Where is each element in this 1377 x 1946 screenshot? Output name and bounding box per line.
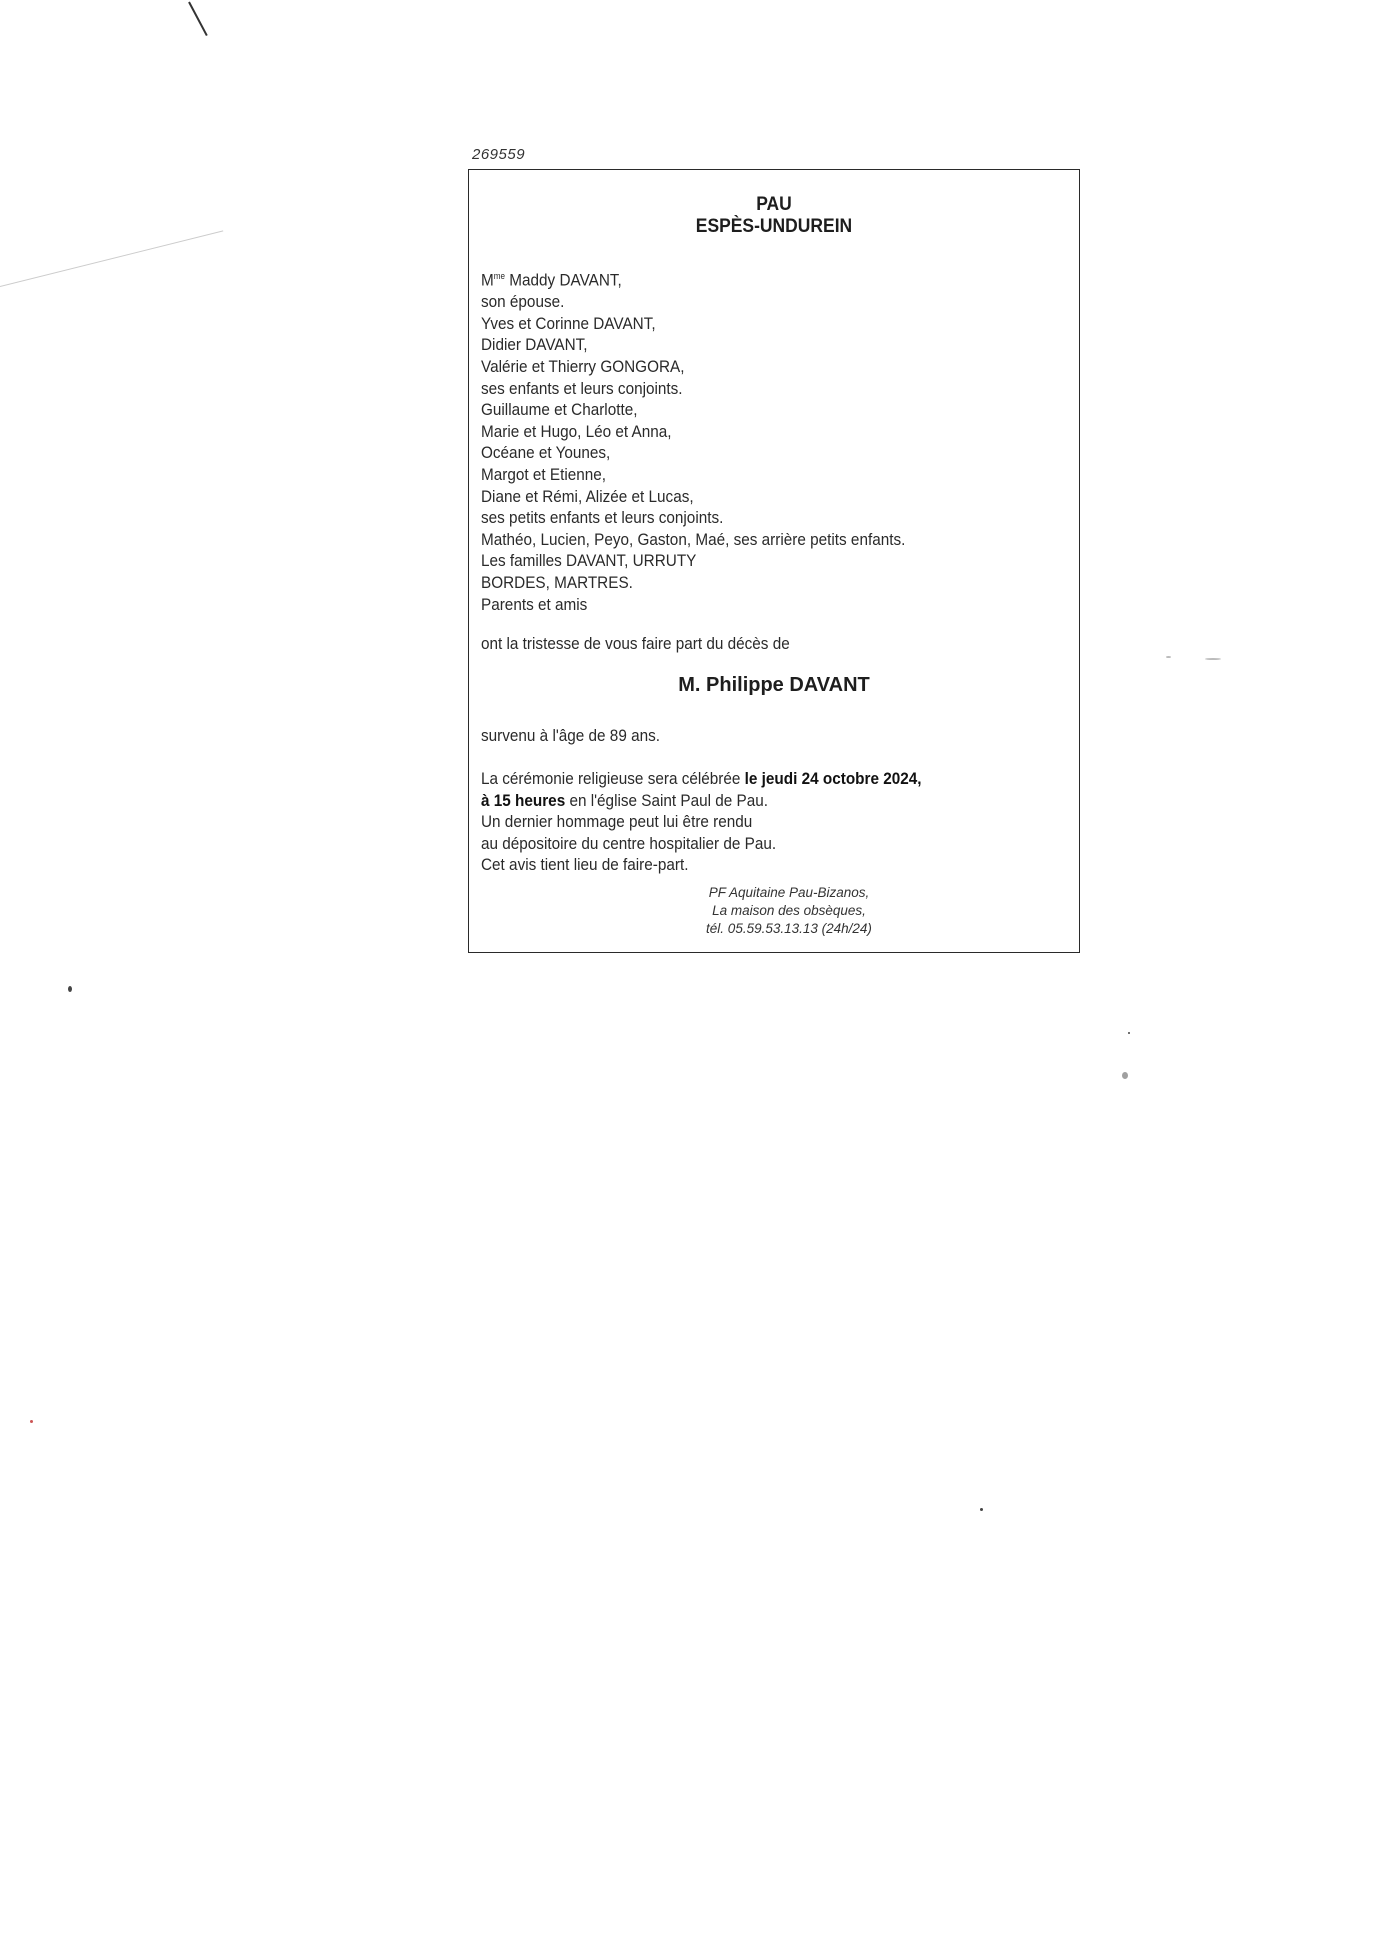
- pen-stroke-mark: [188, 2, 208, 36]
- family-line: ses enfants et leurs conjoints.: [481, 378, 683, 398]
- family-line: Les familles DAVANT, URRUTY: [481, 551, 697, 571]
- family-line: Guillaume et Charlotte,: [481, 400, 638, 420]
- ceremony-details: [481, 768, 922, 876]
- signature-line: tél. 05.59.53.13.13 (24h/24): [706, 921, 872, 936]
- age-text: survenu à l'âge de 89 ans.: [481, 726, 661, 745]
- family-line: Margot et Etienne,: [481, 465, 607, 484]
- funeral-home-signature: [629, 884, 949, 938]
- family-line: Valérie et Thierry GONGORA,: [481, 357, 685, 377]
- family-line: Océane et Younes,: [481, 443, 611, 463]
- family-first-name: Maddy DAVANT,: [509, 270, 622, 290]
- ceremony-date: le jeudi 24 octobre 2024,: [744, 769, 922, 788]
- scan-speck: [980, 1508, 983, 1511]
- ceremony-place: en l'église Saint Paul de Pau.: [565, 790, 769, 810]
- family-line: Parents et amis: [481, 594, 588, 614]
- ceremony-line: Cet avis tient lieu de faire-part.: [481, 855, 689, 874]
- family-line: BORDES, MARTRES.: [481, 572, 633, 592]
- family-line: ses petits enfants et leurs conjoints.: [481, 508, 724, 528]
- family-line: Didier DAVANT,: [481, 335, 588, 355]
- ceremony-line: [481, 768, 922, 790]
- scan-speck: [1166, 656, 1171, 658]
- announcement-text: ont la tristesse de vous faire part du décès de: [481, 634, 790, 653]
- signature-line: PF Aquitaine Pau-Bizanos,: [708, 885, 870, 900]
- ceremony-text: La cérémonie religieuse sera célébrée: [481, 769, 745, 788]
- signature-line: La maison des obsèques,: [712, 903, 866, 918]
- obituary-notice: [468, 169, 1080, 953]
- scan-speck: [68, 986, 72, 992]
- ceremony-time: à 15 heures: [481, 790, 566, 810]
- town-heading: ESPÈS-UNDUREIN: [695, 216, 853, 237]
- scan-speck: [1122, 1072, 1128, 1079]
- family-line: son épouse.: [481, 292, 565, 312]
- city-heading: PAU: [756, 194, 792, 215]
- ceremony-line: [481, 790, 922, 812]
- family-line: Diane et Rémi, Alizée et Lucas,: [481, 486, 694, 506]
- scan-speck: [1205, 658, 1221, 660]
- title-abbr: M: [481, 270, 494, 290]
- family-line: [481, 266, 905, 291]
- scan-speck: [1128, 1032, 1130, 1034]
- scan-speck: [30, 1420, 33, 1423]
- ceremony-line: au dépositoire du centre hospitalier de Pau.: [481, 833, 777, 853]
- family-line: Marie et Hugo, Léo et Anna,: [481, 421, 672, 441]
- family-line: Mathéo, Lucien, Peyo, Gaston, Maé, ses arrière petits enfants.: [481, 529, 906, 549]
- family-line: Yves et Corinne DAVANT,: [481, 313, 656, 333]
- scan-line-artifact: [0, 230, 223, 287]
- deceased-name: M. Philippe DAVANT: [678, 674, 870, 696]
- ceremony-line: Un dernier hommage peut lui être rendu: [481, 812, 753, 831]
- reference-number: 269559: [472, 146, 526, 163]
- title-sup: me: [493, 271, 506, 281]
- family-list: [481, 266, 905, 615]
